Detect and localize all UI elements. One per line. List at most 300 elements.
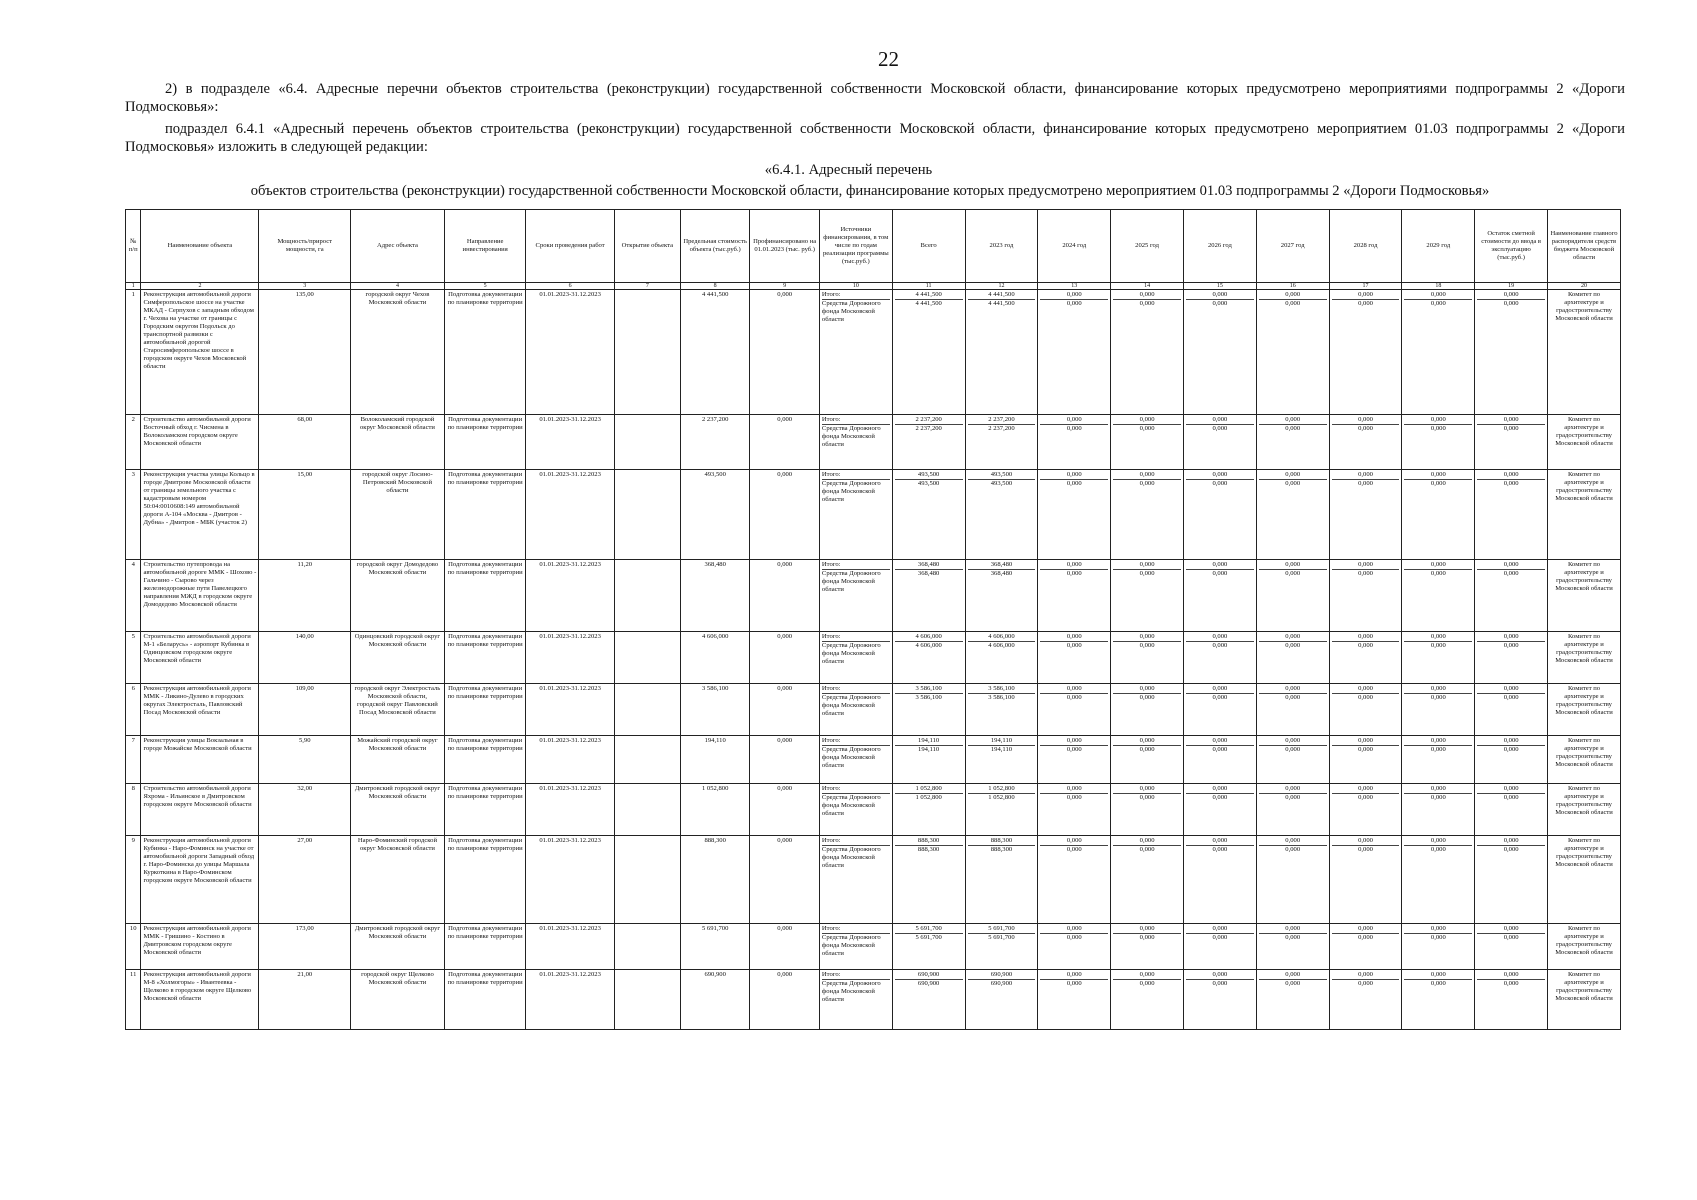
zero-cell-fund: 0,000 — [1503, 694, 1519, 701]
zero-cell — [1256, 736, 1329, 784]
direction-cell: Подготовка документации по планировке территории — [444, 632, 526, 684]
address-cell: городской округ Электросталь Московской области, городской округ Павловский Посад Московской области — [351, 684, 445, 736]
zero-cell-fund: 0,000 — [1066, 794, 1082, 801]
zero-cell-fund: 0,000 — [1285, 480, 1301, 487]
zero-cell-fund: 0,000 — [1358, 980, 1373, 987]
zero-cell — [1475, 684, 1548, 736]
source-cell-fund: Средства Дорожного фонда Московской области — [821, 794, 881, 817]
object-name-cell: Строительство автомобильной дороги Восточный обход г. Чисмена в Волоколамском городском округе Московской области — [141, 415, 259, 470]
zero-cell — [1402, 924, 1475, 970]
total-cell-total: 690,900 — [895, 971, 963, 980]
column-number: 14 — [1111, 283, 1184, 290]
zero-cell-total: 0,000 — [1040, 291, 1108, 300]
zero-cell-total: 0,000 — [1186, 685, 1254, 694]
curator-cell: Комитет по архитектуре и градостроительству Московской области — [1548, 632, 1621, 684]
limit-cost-cell: 3 586,100 — [680, 684, 750, 736]
terms-cell: 01.01.2023-31.12.2023 — [526, 415, 614, 470]
financed-cell: 0,000 — [750, 560, 820, 632]
zero-cell-fund: 0,000 — [1285, 934, 1301, 941]
object-name-cell: Строительство автомобильной дороги Яхрома - Ильинское в Дмитровском городском округе Московской области — [141, 784, 259, 836]
year-2023-cell-total: 4 606,000 — [968, 633, 1036, 642]
total-cell-fund: 3 586,100 — [915, 694, 942, 701]
total-cell-total: 5 691,700 — [895, 925, 963, 934]
zero-cell-fund: 0,000 — [1430, 425, 1446, 432]
zero-cell-fund: 0,000 — [1503, 480, 1519, 487]
zero-cell-total: 0,000 — [1404, 633, 1472, 642]
column-header: № п/п — [126, 210, 141, 283]
source-cell-fund: Средства Дорожного фонда Московской области — [821, 300, 881, 323]
total-cell — [892, 924, 965, 970]
zero-cell-total: 0,000 — [1113, 737, 1181, 746]
terms-cell: 01.01.2023-31.12.2023 — [526, 632, 614, 684]
column-header: Всего — [892, 210, 965, 283]
zero-cell-total: 0,000 — [1186, 416, 1254, 425]
zero-cell-fund: 0,000 — [1139, 846, 1155, 853]
terms-cell: 01.01.2023-31.12.2023 — [526, 290, 614, 415]
power-cell: 135,00 — [259, 290, 351, 415]
zero-cell-total: 0,000 — [1186, 561, 1254, 570]
zero-cell-total: 0,000 — [1186, 471, 1254, 480]
zero-cell-total: 0,000 — [1404, 971, 1472, 980]
total-cell-fund: 368,480 — [917, 570, 940, 577]
zero-cell-fund: 0,000 — [1212, 980, 1228, 987]
intro-paragraph-1: 2) в подразделе «6.4. Адресные перечни объектов строительства (реконструкции) государственной собственности Московской области, финансирование которых предусмотрено мероприятиями подпрограммы 2 «Дороги Подмосковья»: — [125, 81, 1625, 115]
zero-cell-fund: 0,000 — [1066, 300, 1082, 307]
direction-cell: Подготовка документации по планировке территории — [444, 684, 526, 736]
direction-cell: Подготовка документации по планировке территории — [444, 970, 526, 1030]
opening-cell — [614, 470, 680, 560]
direction-cell: Подготовка документации по планировке территории — [444, 784, 526, 836]
zero-cell-total: 0,000 — [1404, 561, 1472, 570]
source-cell — [819, 684, 892, 736]
address-cell: Дмитровский городской округ Московской области — [351, 924, 445, 970]
zero-cell — [1111, 470, 1184, 560]
zero-cell — [1111, 836, 1184, 924]
zero-cell-total: 0,000 — [1113, 471, 1181, 480]
object-name-cell: Реконструкция автомобильной дороги М-8 «Холмогоры» - Ивантеевка - Щелково в городском округе Щелково Московской области — [141, 970, 259, 1030]
opening-cell — [614, 836, 680, 924]
year-2023-cell-fund: 368,480 — [990, 570, 1013, 577]
table-row — [126, 784, 1621, 836]
zero-cell-total: 0,000 — [1259, 416, 1327, 425]
zero-cell — [1475, 632, 1548, 684]
year-2023-cell-total: 3 586,100 — [968, 685, 1036, 694]
table-row — [126, 290, 1621, 415]
zero-cell — [1038, 924, 1111, 970]
zero-cell-total: 0,000 — [1186, 925, 1254, 934]
power-cell: 140,00 — [259, 632, 351, 684]
zero-cell — [1256, 924, 1329, 970]
zero-cell-total: 0,000 — [1113, 291, 1181, 300]
column-number: 6 — [526, 283, 614, 290]
zero-cell-total: 0,000 — [1259, 561, 1327, 570]
zero-cell — [1402, 290, 1475, 415]
zero-cell — [1256, 470, 1329, 560]
opening-cell — [614, 684, 680, 736]
zero-cell — [1038, 290, 1111, 415]
total-cell-fund: 194,110 — [918, 746, 940, 753]
zero-cell-fund: 0,000 — [1066, 480, 1082, 487]
total-cell-total: 1 052,800 — [895, 785, 963, 794]
limit-cost-cell: 368,480 — [680, 560, 750, 632]
curator-cell: Комитет по архитектуре и градостроительству Московской области — [1548, 415, 1621, 470]
zero-cell — [1402, 560, 1475, 632]
source-cell-fund: Средства Дорожного фонда Московской области — [821, 694, 881, 717]
object-name-cell: Строительство автомобильной дороги М-1 «Беларусь» - аэропорт Кубинка в Одинцовском городском округе Московской области — [141, 632, 259, 684]
column-header: Мощность/прирост мощности, га — [259, 210, 351, 283]
financed-cell: 0,000 — [750, 970, 820, 1030]
zero-cell — [1183, 836, 1256, 924]
zero-cell — [1038, 470, 1111, 560]
limit-cost-cell: 888,300 — [680, 836, 750, 924]
year-2023-cell — [965, 784, 1038, 836]
source-cell-fund: Средства Дорожного фонда Московской области — [821, 746, 881, 769]
zero-cell — [1329, 290, 1402, 415]
row-number-cell: 10 — [126, 924, 141, 970]
year-2023-cell — [965, 836, 1038, 924]
source-cell-total: Итого: — [822, 925, 890, 934]
zero-cell — [1111, 560, 1184, 632]
address-cell: Можайский городской округ Московской области — [351, 736, 445, 784]
terms-cell: 01.01.2023-31.12.2023 — [526, 470, 614, 560]
zero-cell-fund: 0,000 — [1358, 794, 1373, 801]
source-cell-total: Итого: — [822, 633, 890, 642]
zero-cell-fund: 0,000 — [1212, 425, 1228, 432]
zero-cell-fund: 0,000 — [1139, 425, 1155, 432]
year-2023-cell — [965, 290, 1038, 415]
column-number: 19 — [1475, 283, 1548, 290]
power-cell: 27,00 — [259, 836, 351, 924]
zero-cell — [1111, 736, 1184, 784]
zero-cell — [1111, 924, 1184, 970]
column-number: 5 — [444, 283, 526, 290]
zero-cell-total: 0,000 — [1186, 971, 1254, 980]
zero-cell-fund: 0,000 — [1503, 642, 1519, 649]
column-header: Адрес объекта — [351, 210, 445, 283]
source-cell — [819, 970, 892, 1030]
year-2023-cell-fund: 5 691,700 — [988, 934, 1015, 941]
zero-cell — [1038, 970, 1111, 1030]
power-cell: 173,00 — [259, 924, 351, 970]
total-cell-fund: 493,500 — [917, 480, 940, 487]
column-number-row — [126, 283, 1621, 290]
zero-cell-fund: 0,000 — [1285, 642, 1301, 649]
zero-cell-fund: 0,000 — [1358, 746, 1373, 753]
zero-cell — [1183, 560, 1256, 632]
year-2023-cell-fund: 690,900 — [990, 980, 1013, 987]
address-cell: Одинцовский городской округ Московской области — [351, 632, 445, 684]
zero-cell-total: 0,000 — [1040, 416, 1108, 425]
zero-cell-total: 0,000 — [1040, 685, 1108, 694]
zero-cell-fund: 0,000 — [1066, 694, 1082, 701]
total-cell-fund: 2 237,200 — [915, 425, 942, 432]
year-2023-cell-total: 368,480 — [968, 561, 1036, 570]
zero-cell — [1183, 632, 1256, 684]
total-cell-total: 4 606,000 — [895, 633, 963, 642]
zero-cell-total: 0,000 — [1259, 291, 1327, 300]
zero-cell-total: 0,000 — [1113, 685, 1181, 694]
source-cell — [819, 924, 892, 970]
column-header: 2025 год — [1111, 210, 1184, 283]
zero-cell — [1329, 415, 1402, 470]
zero-cell-fund: 0,000 — [1066, 425, 1082, 432]
curator-cell: Комитет по архитектуре и градостроительству Московской области — [1548, 970, 1621, 1030]
source-cell-fund: Средства Дорожного фонда Московской области — [821, 934, 881, 957]
zero-cell-total: 0,000 — [1113, 633, 1181, 642]
terms-cell: 01.01.2023-31.12.2023 — [526, 684, 614, 736]
zero-cell — [1329, 784, 1402, 836]
power-cell: 11,20 — [259, 560, 351, 632]
zero-cell — [1475, 415, 1548, 470]
zero-cell-total: 0,000 — [1332, 785, 1400, 794]
zero-cell — [1475, 970, 1548, 1030]
direction-cell: Подготовка документации по планировке территории — [444, 736, 526, 784]
zero-cell-fund: 0,000 — [1430, 846, 1446, 853]
zero-cell — [1256, 970, 1329, 1030]
limit-cost-cell: 5 691,700 — [680, 924, 750, 970]
year-2023-cell-fund: 3 586,100 — [988, 694, 1015, 701]
year-2023-cell-total: 493,500 — [968, 471, 1036, 480]
zero-cell — [1256, 684, 1329, 736]
year-2023-cell — [965, 470, 1038, 560]
zero-cell-total: 0,000 — [1404, 737, 1472, 746]
zero-cell-total: 0,000 — [1113, 785, 1181, 794]
curator-cell: Комитет по архитектуре и градостроительству Московской области — [1548, 560, 1621, 632]
year-2023-cell — [965, 415, 1038, 470]
financed-cell: 0,000 — [750, 924, 820, 970]
zero-cell — [1183, 684, 1256, 736]
total-cell — [892, 470, 965, 560]
address-cell: Наро-Фоминский городской округ Московской области — [351, 836, 445, 924]
source-cell — [819, 470, 892, 560]
zero-cell-total: 0,000 — [1332, 737, 1400, 746]
financed-cell: 0,000 — [750, 415, 820, 470]
source-cell-total: Итого: — [822, 291, 890, 300]
zero-cell-total: 0,000 — [1477, 633, 1545, 642]
power-cell: 15,00 — [259, 470, 351, 560]
zero-cell — [1256, 632, 1329, 684]
column-number: 9 — [750, 283, 820, 290]
zero-cell-total: 0,000 — [1477, 685, 1545, 694]
curator-cell: Комитет по архитектуре и градостроительству Московской области — [1548, 736, 1621, 784]
source-cell-fund: Средства Дорожного фонда Московской области — [821, 425, 881, 448]
row-number-cell: 5 — [126, 632, 141, 684]
zero-cell-fund: 0,000 — [1503, 746, 1519, 753]
total-cell — [892, 836, 965, 924]
opening-cell — [614, 736, 680, 784]
zero-cell-total: 0,000 — [1113, 971, 1181, 980]
limit-cost-cell: 4 441,500 — [680, 290, 750, 415]
total-cell — [892, 736, 965, 784]
column-header: Профинансировано на 01.01.2023 (тыс. руб.) — [750, 210, 820, 283]
column-number: 18 — [1402, 283, 1475, 290]
curator-cell: Комитет по архитектуре и градостроительству Московской области — [1548, 924, 1621, 970]
address-cell: городской округ Чехов Московской области — [351, 290, 445, 415]
zero-cell-total: 0,000 — [1477, 971, 1545, 980]
zero-cell — [1111, 684, 1184, 736]
year-2023-cell-total: 194,110 — [968, 737, 1036, 746]
column-number: 3 — [259, 283, 351, 290]
column-number: 13 — [1038, 283, 1111, 290]
zero-cell — [1183, 924, 1256, 970]
zero-cell-total: 0,000 — [1113, 925, 1181, 934]
direction-cell: Подготовка документации по планировке территории — [444, 924, 526, 970]
source-cell-fund: Средства Дорожного фонда Московской области — [821, 642, 881, 665]
zero-cell-total: 0,000 — [1040, 561, 1108, 570]
zero-cell-total: 0,000 — [1040, 471, 1108, 480]
total-cell — [892, 684, 965, 736]
page-number: 22 — [878, 47, 899, 71]
zero-cell-fund: 0,000 — [1358, 642, 1373, 649]
zero-cell-fund: 0,000 — [1212, 746, 1228, 753]
total-cell-fund: 4 606,000 — [915, 642, 942, 649]
zero-cell-total: 0,000 — [1113, 561, 1181, 570]
zero-cell — [1183, 470, 1256, 560]
zero-cell — [1475, 290, 1548, 415]
zero-cell-fund: 0,000 — [1212, 300, 1228, 307]
source-cell-fund: Средства Дорожного фонда Московской области — [821, 980, 881, 1003]
zero-cell-fund: 0,000 — [1358, 425, 1373, 432]
list-title: «6.4.1. Адресный перечень — [764, 162, 933, 178]
zero-cell-total: 0,000 — [1186, 633, 1254, 642]
financed-cell: 0,000 — [750, 736, 820, 784]
limit-cost-cell: 493,500 — [680, 470, 750, 560]
row-number-cell: 1 — [126, 290, 141, 415]
zero-cell — [1183, 784, 1256, 836]
zero-cell-fund: 0,000 — [1066, 846, 1082, 853]
total-cell-total: 3 586,100 — [895, 685, 963, 694]
table-row — [126, 970, 1621, 1030]
zero-cell — [1111, 415, 1184, 470]
zero-cell-fund: 0,000 — [1066, 746, 1082, 753]
object-name-cell: Реконструкция улицы Вокзальная в городе Можайске Московской области — [141, 736, 259, 784]
zero-cell-total: 0,000 — [1040, 737, 1108, 746]
zero-cell — [1038, 632, 1111, 684]
source-cell-total: Итого: — [822, 737, 890, 746]
zero-cell-fund: 0,000 — [1503, 570, 1519, 577]
zero-cell-total: 0,000 — [1332, 633, 1400, 642]
zero-cell — [1475, 560, 1548, 632]
row-number-cell: 8 — [126, 784, 141, 836]
total-cell-fund: 4 441,500 — [915, 300, 942, 307]
column-header: 2028 год — [1329, 210, 1402, 283]
zero-cell-total: 0,000 — [1332, 837, 1400, 846]
row-number-cell: 6 — [126, 684, 141, 736]
zero-cell-fund: 0,000 — [1430, 570, 1446, 577]
zero-cell-fund: 0,000 — [1139, 934, 1155, 941]
terms-cell: 01.01.2023-31.12.2023 — [526, 736, 614, 784]
address-cell: городской округ Щелково Московской области — [351, 970, 445, 1030]
zero-cell — [1329, 736, 1402, 784]
zero-cell — [1329, 836, 1402, 924]
curator-cell: Комитет по архитектуре и градостроительству Московской области — [1548, 470, 1621, 560]
zero-cell — [1402, 415, 1475, 470]
zero-cell — [1038, 560, 1111, 632]
total-cell-total: 2 237,200 — [895, 416, 963, 425]
total-cell-total: 194,110 — [895, 737, 963, 746]
zero-cell-total: 0,000 — [1259, 971, 1327, 980]
source-cell-total: Итого: — [822, 685, 890, 694]
financed-cell: 0,000 — [750, 784, 820, 836]
column-header: 2029 год — [1402, 210, 1475, 283]
financed-cell: 0,000 — [750, 836, 820, 924]
zero-cell — [1038, 415, 1111, 470]
zero-cell-fund: 0,000 — [1066, 570, 1082, 577]
financed-cell: 0,000 — [750, 684, 820, 736]
total-cell — [892, 784, 965, 836]
year-2023-cell-total: 1 052,800 — [968, 785, 1036, 794]
zero-cell-total: 0,000 — [1040, 837, 1108, 846]
zero-cell-total: 0,000 — [1477, 561, 1545, 570]
row-number-cell: 3 — [126, 470, 141, 560]
limit-cost-cell: 4 606,000 — [680, 632, 750, 684]
total-cell — [892, 290, 965, 415]
zero-cell-fund: 0,000 — [1503, 300, 1519, 307]
object-name-cell: Реконструкция автомобильной дороги ММК - Ликино-Дулево в городских округах Электросталь, Павловский Посад Московской области — [141, 684, 259, 736]
zero-cell-fund: 0,000 — [1285, 980, 1301, 987]
year-2023-cell — [965, 736, 1038, 784]
address-cell: Дмитровский городской округ Московской области — [351, 784, 445, 836]
zero-cell — [1475, 784, 1548, 836]
zero-cell-total: 0,000 — [1259, 785, 1327, 794]
zero-cell-fund: 0,000 — [1212, 570, 1228, 577]
zero-cell-total: 0,000 — [1186, 837, 1254, 846]
zero-cell — [1111, 784, 1184, 836]
total-cell-fund: 1 052,800 — [915, 794, 942, 801]
power-cell: 68,00 — [259, 415, 351, 470]
zero-cell — [1402, 684, 1475, 736]
source-cell-total: Итого: — [822, 837, 890, 846]
zero-cell-fund: 0,000 — [1212, 934, 1228, 941]
zero-cell-total: 0,000 — [1477, 471, 1545, 480]
object-name-cell: Реконструкция автомобильной дороги Кубинка - Наро-Фоминск на участке от автомобильной дороги Западный обход г. Наро-Фоминска до улицы Маршала Куркоткина в Наро-Фоминском городском округе Московской области — [141, 836, 259, 924]
row-number-cell: 7 — [126, 736, 141, 784]
zero-cell-total: 0,000 — [1040, 633, 1108, 642]
column-number: 11 — [892, 283, 965, 290]
zero-cell-fund: 0,000 — [1430, 794, 1446, 801]
zero-cell — [1183, 290, 1256, 415]
zero-cell-fund: 0,000 — [1139, 570, 1155, 577]
row-number-cell: 4 — [126, 560, 141, 632]
zero-cell-total: 0,000 — [1332, 561, 1400, 570]
zero-cell-fund: 0,000 — [1430, 480, 1446, 487]
direction-cell: Подготовка документации по планировке территории — [444, 470, 526, 560]
year-2023-cell-total: 888,300 — [968, 837, 1036, 846]
zero-cell-fund: 0,000 — [1285, 425, 1301, 432]
source-cell — [819, 415, 892, 470]
zero-cell-fund: 0,000 — [1358, 570, 1373, 577]
financed-cell: 0,000 — [750, 470, 820, 560]
zero-cell-fund: 0,000 — [1139, 794, 1155, 801]
direction-cell: Подготовка документации по планировке территории — [444, 836, 526, 924]
object-name-cell: Строительство путепровода на автомобильной дороге ММК - Шохово - Гальчино - Сырово через железнодорожные пути Павелецкого направления МЖД в городском округе Домодедово Московской области — [141, 560, 259, 632]
zero-cell — [1038, 736, 1111, 784]
zero-cell-total: 0,000 — [1040, 971, 1108, 980]
zero-cell-total: 0,000 — [1404, 685, 1472, 694]
source-cell — [819, 290, 892, 415]
zero-cell — [1256, 415, 1329, 470]
zero-cell-fund: 0,000 — [1285, 300, 1301, 307]
column-header: Открытие объекта — [614, 210, 680, 283]
opening-cell — [614, 290, 680, 415]
year-2023-cell-fund: 493,500 — [990, 480, 1013, 487]
zero-cell-total: 0,000 — [1186, 785, 1254, 794]
column-header: 2026 год — [1183, 210, 1256, 283]
zero-cell-fund: 0,000 — [1212, 480, 1228, 487]
zero-cell-fund: 0,000 — [1285, 694, 1301, 701]
year-2023-cell-total: 5 691,700 — [968, 925, 1036, 934]
zero-cell-total: 0,000 — [1477, 785, 1545, 794]
